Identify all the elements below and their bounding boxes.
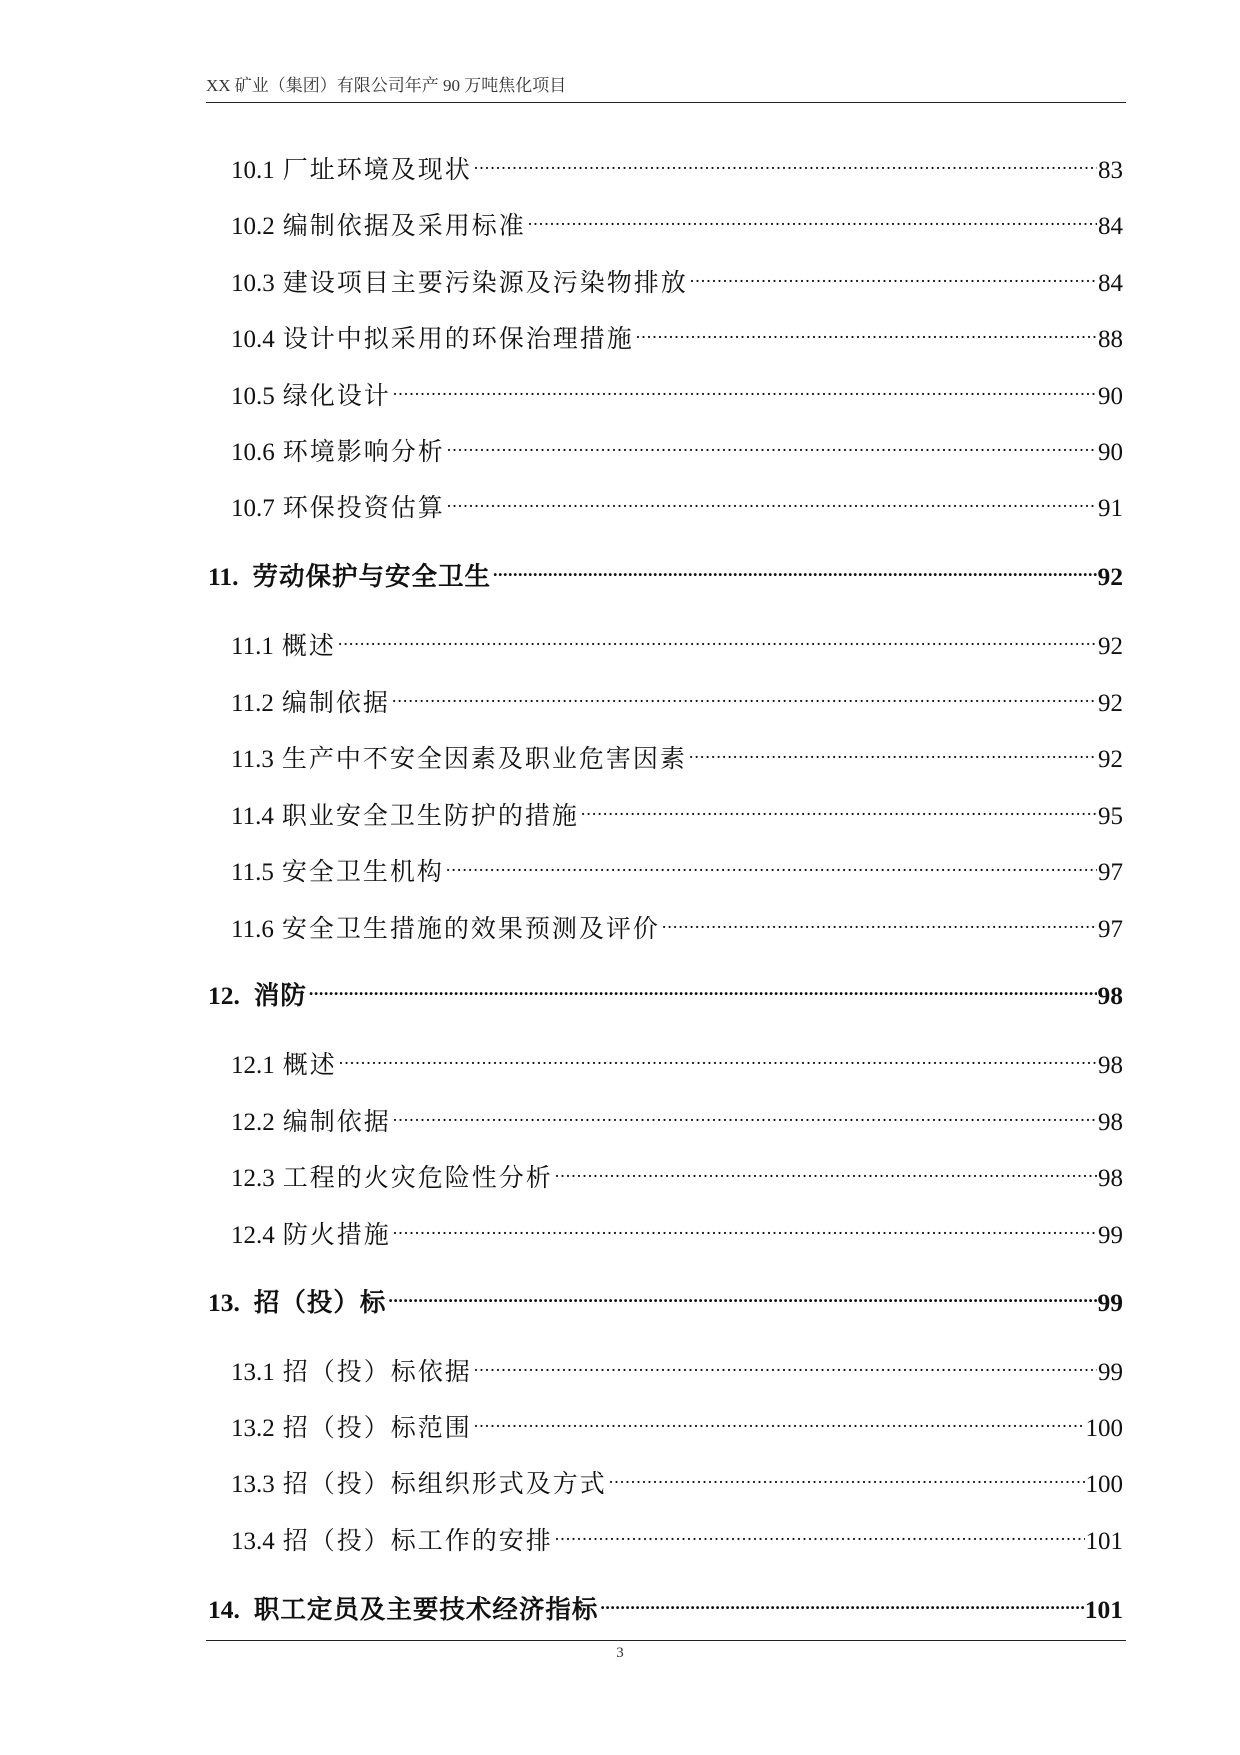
toc-entry-page: 98 bbox=[1098, 1165, 1123, 1192]
toc-entry[interactable] bbox=[231, 671, 1123, 717]
toc-entry-number: 10.6 bbox=[231, 439, 275, 466]
toc-entry-title: 概述 bbox=[282, 1052, 337, 1079]
toc-entry[interactable] bbox=[231, 1203, 1123, 1249]
toc-entry-page: 97 bbox=[1098, 916, 1123, 943]
toc-dot-leader bbox=[309, 964, 1097, 1004]
toc-entry[interactable] bbox=[231, 420, 1123, 466]
toc-entry-number: 10.4 bbox=[231, 326, 275, 353]
toc-dot-leader bbox=[388, 1271, 1096, 1311]
toc-entry-title: 编制依据 bbox=[281, 690, 390, 717]
toc-entry-title: 生产中不安全因素及职业危害因素 bbox=[281, 746, 687, 773]
toc-entry-title: 概述 bbox=[281, 633, 336, 660]
toc-entry-title: 招（投）标依据 bbox=[282, 1359, 472, 1386]
toc-entry-number: 11.6 bbox=[231, 916, 274, 943]
toc-dot-leader bbox=[662, 897, 1097, 937]
toc-entry[interactable] bbox=[231, 784, 1123, 830]
toc-entry-page: 91 bbox=[1098, 495, 1123, 522]
toc-entry-page: 98 bbox=[1098, 1109, 1123, 1136]
toc-entry-number: 10.1 bbox=[231, 157, 275, 184]
toc-entry-number: 11.3 bbox=[231, 746, 274, 773]
toc-dot-leader bbox=[528, 194, 1097, 234]
toc-entry-page: 99 bbox=[1097, 1288, 1123, 1317]
toc-entry-page: 92 bbox=[1098, 690, 1123, 717]
toc-chapter-entry[interactable] bbox=[208, 1578, 1123, 1624]
toc-entry-number: 11.4 bbox=[231, 803, 274, 830]
toc-entry-page: 92 bbox=[1097, 562, 1123, 591]
toc-entry-number: 12. bbox=[208, 981, 240, 1010]
toc-entry-number: 13.3 bbox=[231, 1471, 275, 1498]
toc-entry-page: 84 bbox=[1098, 270, 1123, 297]
toc-dot-leader bbox=[581, 784, 1097, 824]
toc-entry[interactable] bbox=[231, 840, 1123, 886]
toc-entry-title: 劳动保护与安全卫生 bbox=[252, 562, 491, 591]
toc-dot-leader bbox=[493, 545, 1097, 585]
toc-dot-leader bbox=[339, 1033, 1097, 1073]
toc-entry-page: 90 bbox=[1098, 439, 1123, 466]
toc-entry-page: 99 bbox=[1098, 1222, 1123, 1249]
toc-chapter-entry[interactable] bbox=[208, 545, 1123, 591]
toc-entry-title: 编制依据及采用标准 bbox=[282, 213, 526, 240]
toc-entry-page: 95 bbox=[1098, 803, 1123, 830]
toc-entry-number: 13.2 bbox=[231, 1415, 275, 1442]
toc-dot-leader bbox=[609, 1452, 1085, 1492]
toc-entry-page: 92 bbox=[1098, 633, 1123, 660]
toc-entry-page: 101 bbox=[1085, 1528, 1123, 1555]
toc-entry[interactable] bbox=[231, 1033, 1123, 1079]
toc-entry[interactable] bbox=[231, 138, 1123, 184]
toc-entry-page: 101 bbox=[1084, 1595, 1123, 1624]
toc-dot-leader bbox=[636, 307, 1097, 347]
toc-dot-leader bbox=[447, 420, 1097, 460]
toc-entry-number: 14. bbox=[208, 1595, 240, 1624]
toc-dot-leader bbox=[446, 840, 1097, 880]
toc-dot-leader bbox=[392, 671, 1097, 711]
toc-entry-number: 10.5 bbox=[231, 383, 275, 410]
toc-dot-leader bbox=[447, 476, 1097, 516]
toc-entry-number: 12.1 bbox=[231, 1052, 275, 1079]
toc-entry-number: 10.2 bbox=[231, 213, 275, 240]
toc-entry-title: 编制依据 bbox=[282, 1109, 391, 1136]
toc-dot-leader bbox=[474, 1396, 1085, 1436]
toc-entry-number: 13.4 bbox=[231, 1528, 275, 1555]
toc-entry-page: 90 bbox=[1098, 383, 1123, 410]
toc-dot-leader bbox=[474, 1340, 1097, 1380]
toc-dot-leader bbox=[474, 138, 1097, 178]
toc-entry-number: 11.1 bbox=[231, 633, 274, 660]
toc-entry-title: 设计中拟采用的环保治理措施 bbox=[282, 326, 634, 353]
toc-entry-number: 12.4 bbox=[231, 1222, 275, 1249]
toc-entry-page: 92 bbox=[1098, 746, 1123, 773]
toc-entry[interactable] bbox=[231, 1146, 1123, 1192]
toc-entry-title: 工程的火灾危险性分析 bbox=[282, 1165, 553, 1192]
toc-entry-title: 招（投）标工作的安排 bbox=[282, 1528, 553, 1555]
toc-entry[interactable] bbox=[231, 307, 1123, 353]
toc-entry-title: 职工定员及主要技术经济指标 bbox=[253, 1595, 599, 1624]
page-number: 3 bbox=[616, 1645, 624, 1661]
toc-entry-number: 10.7 bbox=[231, 495, 275, 522]
toc-entry-page: 83 bbox=[1098, 157, 1123, 184]
toc-entry-page: 99 bbox=[1098, 1359, 1123, 1386]
toc-dot-leader bbox=[393, 1203, 1097, 1243]
document-title: XX 矿业（集团）有限公司年产 90 万吨焦化项目 bbox=[206, 76, 567, 95]
toc-entry[interactable] bbox=[231, 251, 1123, 297]
toc-entry[interactable] bbox=[231, 727, 1123, 773]
toc-entry-page: 98 bbox=[1097, 981, 1123, 1010]
toc-dot-leader bbox=[338, 614, 1097, 654]
toc-entry-title: 绿化设计 bbox=[282, 383, 391, 410]
toc-entry-title: 消防 bbox=[253, 981, 307, 1010]
toc-dot-leader bbox=[393, 364, 1097, 404]
toc-entry-title: 招（投）标 bbox=[253, 1288, 387, 1317]
toc-entry-number: 12.2 bbox=[231, 1109, 275, 1136]
toc-entry-page: 98 bbox=[1098, 1052, 1123, 1079]
toc-dot-leader bbox=[600, 1578, 1083, 1618]
toc-entry[interactable] bbox=[231, 194, 1123, 240]
toc-entry-page: 100 bbox=[1085, 1415, 1123, 1442]
toc-entry[interactable] bbox=[231, 614, 1123, 660]
toc-chapter-entry[interactable] bbox=[208, 1271, 1123, 1317]
toc-entry-page: 97 bbox=[1098, 859, 1123, 886]
toc-entry-number: 11.5 bbox=[231, 859, 274, 886]
toc-entry[interactable] bbox=[231, 1396, 1123, 1442]
toc-entry-page: 100 bbox=[1085, 1471, 1123, 1498]
toc-entry-number: 12.3 bbox=[231, 1165, 275, 1192]
toc-entry[interactable] bbox=[231, 1340, 1123, 1386]
toc-entry-title: 安全卫生机构 bbox=[281, 859, 444, 886]
toc-entry-title: 环保投资估算 bbox=[282, 495, 445, 522]
toc-entry-number: 11.2 bbox=[231, 690, 274, 717]
toc-entry-number: 13.1 bbox=[231, 1359, 275, 1386]
toc-entry[interactable] bbox=[231, 364, 1123, 410]
toc-entry[interactable] bbox=[231, 897, 1123, 943]
toc-entry-title: 建设项目主要污染源及污染物排放 bbox=[282, 270, 688, 297]
toc-chapter-entry[interactable] bbox=[208, 964, 1123, 1010]
toc-entry-number: 10.3 bbox=[231, 270, 275, 297]
toc-entry-title: 防火措施 bbox=[282, 1222, 391, 1249]
toc-entry-title: 招（投）标组织形式及方式 bbox=[282, 1471, 607, 1498]
toc-entry[interactable] bbox=[231, 476, 1123, 522]
footer-rule bbox=[206, 1640, 1126, 1641]
toc-entry-page: 88 bbox=[1098, 326, 1123, 353]
toc-entry-number: 13. bbox=[208, 1288, 240, 1317]
toc-entry-title: 安全卫生措施的效果预测及评价 bbox=[281, 916, 660, 943]
toc-entry[interactable] bbox=[231, 1090, 1123, 1136]
toc-entry[interactable] bbox=[231, 1509, 1123, 1555]
toc-dot-leader bbox=[690, 251, 1097, 291]
toc-entry-title: 环境影响分析 bbox=[282, 439, 445, 466]
toc-entry-title: 厂址环境及现状 bbox=[282, 157, 472, 184]
toc-entry-number: 11. bbox=[208, 562, 239, 591]
toc-entry-title: 招（投）标范围 bbox=[282, 1415, 472, 1442]
toc-entry-page: 84 bbox=[1098, 213, 1123, 240]
toc-dot-leader bbox=[393, 1090, 1097, 1130]
toc-dot-leader bbox=[555, 1146, 1097, 1186]
toc-dot-leader bbox=[689, 727, 1097, 767]
toc-entry-title: 职业安全卫生防护的措施 bbox=[281, 803, 579, 830]
toc-entry[interactable] bbox=[231, 1452, 1123, 1498]
toc-dot-leader bbox=[555, 1509, 1085, 1549]
